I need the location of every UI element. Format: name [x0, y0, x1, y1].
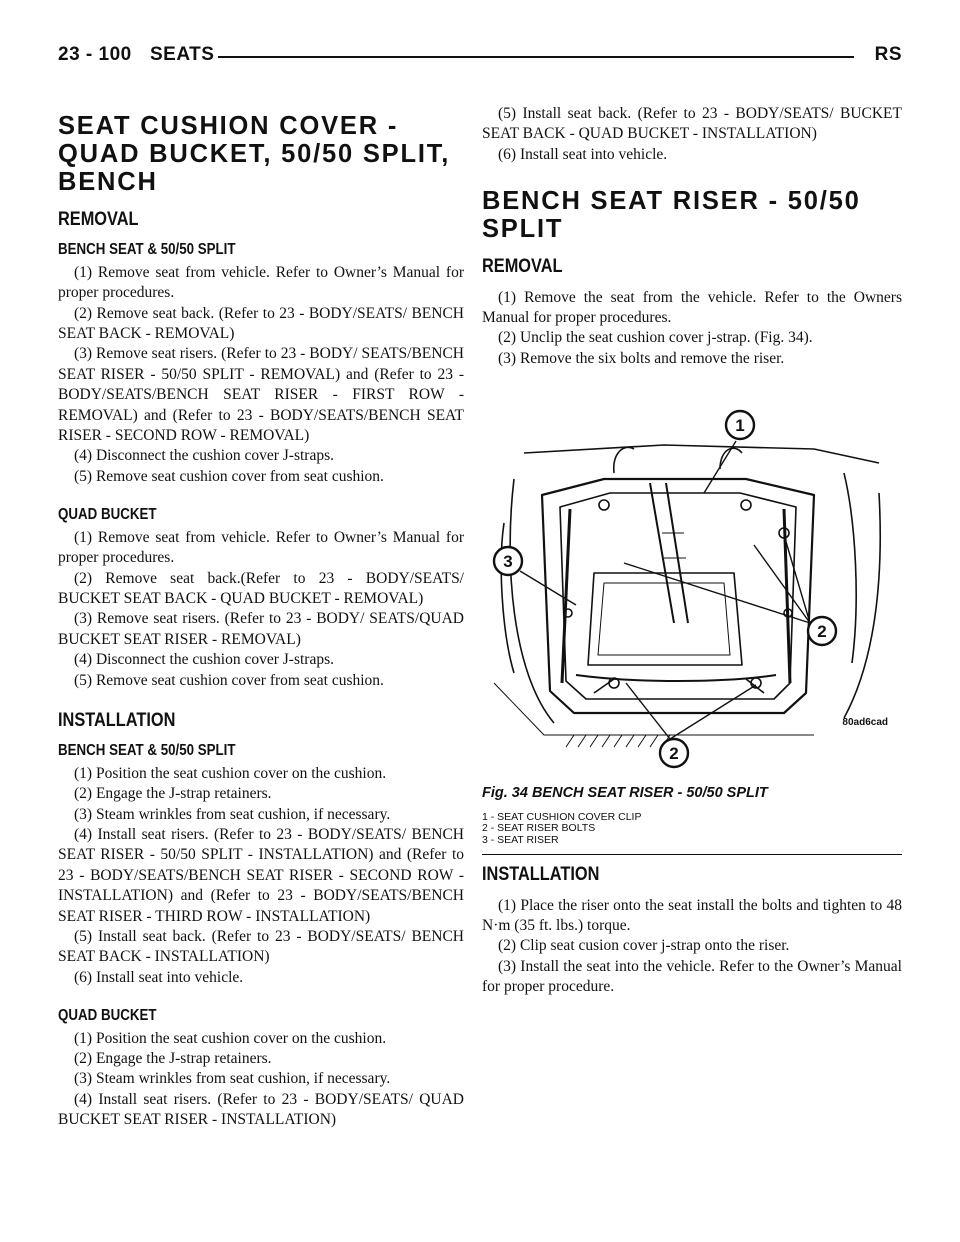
riser-removal-heading: REMOVAL: [482, 256, 563, 278]
page-number: 23 - 100: [58, 44, 132, 65]
step: (3) Remove the six bolts and remove the riser.: [498, 349, 785, 367]
step: (2) Engage the J-strap retainers.: [74, 1050, 272, 1068]
seat-riser-drawing: [484, 383, 894, 779]
installation-heading: INSTALLATION: [58, 709, 176, 731]
step: (3) Remove seat risers. (Refer to 23 - BODY/ SEATS/BENCH SEAT RISER - 50/50 SPLIT - REMOVAL) and (Refer to 23 - BODY/SEATS/BENCH SEAT RISER - FIRST ROW - REMOVAL) and (Refer to 23 - BODY/SEATS/BENCH SEAT RISER - SECOND ROW - REMOVAL): [58, 345, 464, 445]
step: (4) Install seat risers. (Refer to 23 - BODY/SEATS/ BENCH SEAT RISER - 50/50 SPLIT - INSTALLATION) and (Refer to 23 - BODY/SEATS/BENCH SEAT RISER - SECOND ROW - INSTALLATION) and (Refer to 23 - BODY/SEATS/BENCH SEAT RISER - THIRD ROW - INSTALLATION): [58, 825, 464, 925]
callout-3-label: 3: [503, 552, 513, 572]
figure-caption: Fig. 34 BENCH SEAT RISER - 50/50 SPLIT: [482, 785, 768, 802]
install-bench-heading: BENCH SEAT & 50/50 SPLIT: [58, 742, 236, 760]
step: (2) Remove seat back.(Refer to 23 - BODY/SEATS/ BUCKET SEAT BACK - QUAD BUCKET - REMOVAL): [58, 569, 464, 607]
step: (2) Unclip the seat cushion cover j-strap. (Fig. 34).: [498, 329, 813, 347]
step: (3) Remove seat risers. (Refer to 23 - BODY/ SEATS/QUAD BUCKET SEAT RISER - REMOVAL): [58, 610, 464, 648]
left-column: [58, 104, 464, 1131]
cushion-cover-title: SEAT CUSHION COVER - QUAD BUCKET, 50/50 SPLIT, BENCH: [58, 112, 451, 196]
legend-item: 1 - SEAT CUSHION COVER CLIP: [482, 810, 642, 823]
removal-heading: REMOVAL: [58, 209, 139, 230]
step: (1) Remove seat from vehicle. Refer to Owner’s Manual for proper procedures.: [58, 528, 464, 567]
figure-legend: [482, 812, 902, 847]
callout-2b-label: 2: [669, 744, 679, 764]
step: (5) Install seat back. (Refer to 23 - BODY/SEATS/ BUCKET SEAT BACK - QUAD BUCKET - INSTALLATION): [482, 105, 902, 143]
step: (2) Engage the J-strap retainers.: [74, 785, 272, 803]
step: (5) Install seat back. (Refer to 23 - BODY/SEATS/ BENCH SEAT BACK - INSTALLATION): [58, 928, 464, 966]
step: (1) Position the seat cushion cover on the cushion.: [74, 764, 387, 782]
figure-rule: [482, 854, 902, 855]
legend-item: 2 - SEAT RISER BOLTS: [482, 822, 596, 835]
callout-2a-label: 2: [817, 622, 827, 642]
seat-riser-title: BENCH SEAT RISER - 50/50 SPLIT: [482, 187, 861, 244]
step: (2) Remove seat back. (Refer to 23 - BODY/SEATS/ BENCH SEAT BACK - REMOVAL): [58, 304, 464, 343]
step: (4) Disconnect the cushion cover J-straps.: [74, 651, 334, 669]
figure-tag: 80ad6cad: [842, 716, 888, 728]
seat-riser-illustration: [484, 383, 894, 779]
step: (2) Clip seat cusion cover j-strap onto the riser.: [498, 937, 790, 955]
page-header: [58, 44, 902, 74]
step: (3) Install the seat into the vehicle. Refer to the Owner’s Manual for proper procedure.: [482, 957, 902, 996]
step: (4) Install seat risers. (Refer to 23 - BODY/SEATS/ QUAD BUCKET SEAT RISER - INSTALLATION): [58, 1090, 464, 1129]
section-name: SEATS: [150, 44, 215, 65]
step: (6) Install seat into vehicle.: [498, 145, 668, 163]
step: (1) Place the riser onto the seat install the bolts and tighten to 48 N·m (35 ft. lbs.) torque.: [482, 896, 902, 934]
step: (6) Install seat into vehicle.: [74, 968, 244, 986]
step: (5) Remove seat cushion cover from seat cushion.: [74, 671, 384, 689]
removal-quad-heading: QUAD BUCKET: [58, 506, 157, 524]
step: (3) Steam wrinkles from seat cushion, if necessary.: [74, 1070, 391, 1088]
header-rule: [218, 56, 854, 58]
right-column: [482, 104, 902, 998]
install-quad-heading: QUAD BUCKET: [58, 1007, 157, 1025]
callout-1-label: 1: [735, 416, 745, 436]
step: (1) Remove seat from vehicle. Refer to Owner’s Manual for proper procedures.: [58, 263, 464, 302]
step: (1) Position the seat cushion cover on the cushion.: [74, 1029, 387, 1047]
removal-bench-heading: BENCH SEAT & 50/50 SPLIT: [58, 241, 236, 259]
legend-item: 3 - SEAT RISER: [482, 833, 559, 846]
step: (1) Remove the seat from the vehicle. Refer to the Owners Manual for proper procedures.: [482, 288, 902, 327]
step: (5) Remove seat cushion cover from seat cushion.: [74, 467, 384, 485]
step: (3) Steam wrinkles from seat cushion, if necessary.: [74, 805, 391, 823]
riser-installation-heading: INSTALLATION: [482, 864, 600, 886]
step: (4) Disconnect the cushion cover J-straps.: [74, 447, 334, 465]
model-code: RS: [874, 44, 902, 65]
